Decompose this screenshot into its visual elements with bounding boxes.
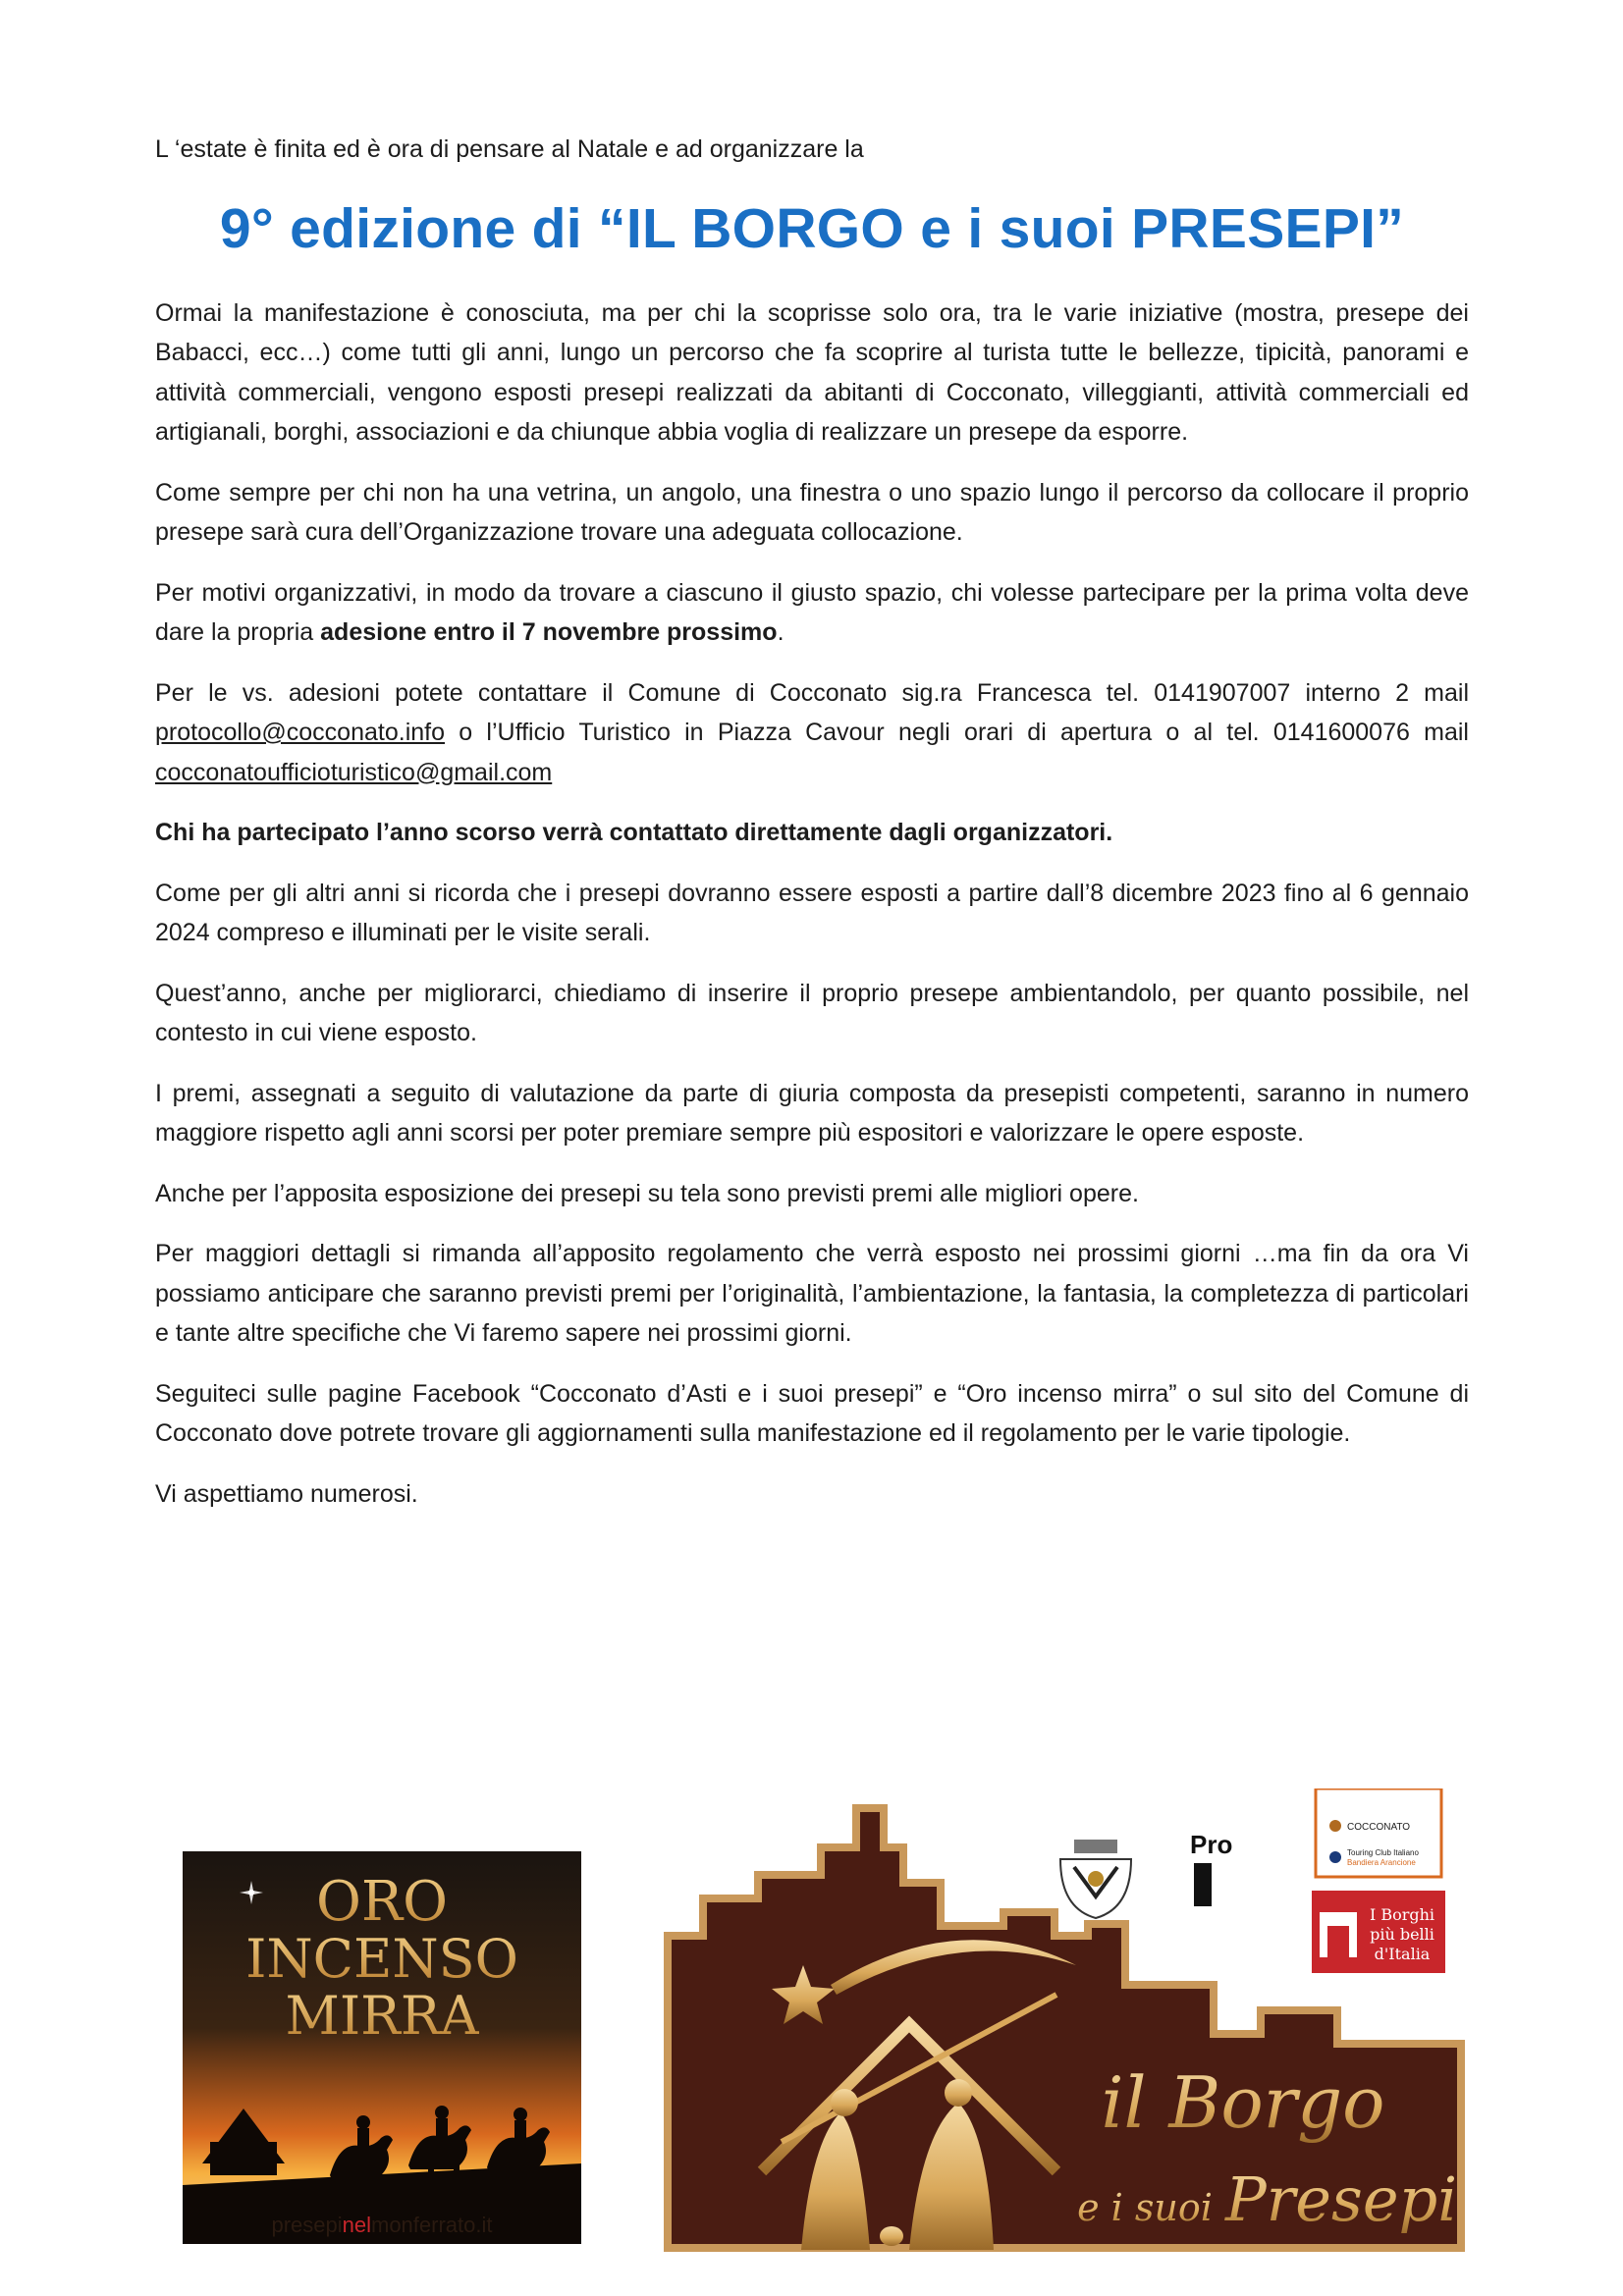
cocconato-coat-of-arms-icon — [1060, 1840, 1131, 1918]
pro-loco-text: Pro — [1190, 1830, 1233, 1859]
deadline-bold: adesione entro il 7 novembre prossimo — [320, 618, 778, 646]
paragraph-dates: Come per gli altri anni si ricorda che i presepi dovranno essere esposti a partire dall’8 dicembre 2023 fino al 6 gennaio 2024 compreso e illuminati per le visite serali. — [155, 879, 1469, 946]
paragraph-deadline — [155, 573, 1469, 653]
svg-text:d'Italia: d'Italia — [1374, 1945, 1431, 1963]
borgo-title-line2a: e i suoi — [1077, 2186, 1213, 2229]
document-body — [155, 130, 1469, 1534]
email-link-ufficio-turistico[interactable]: cocconatoufficioturistico@gmail.com — [155, 758, 553, 786]
svg-text:I Borghi: I Borghi — [1369, 1905, 1435, 1924]
borgo-title-line1: il Borgo — [1101, 2061, 1385, 2144]
oim-website: presepinelmonferrato.it — [271, 2213, 493, 2237]
svg-text:più belli: più belli — [1370, 1925, 1434, 1944]
intro-line: L ‘estate è finita ed è ora di pensare al Natale e ad organizzare la — [155, 135, 864, 163]
paragraph-prizes: I premi, assegnati a seguito di valutazione da parte di giuria composta da presepisti competenti, saranno in numero maggiore rispetto agli anni scorsi per poter premiare sempre più espositori e valorizzare le opere esposte. — [155, 1079, 1469, 1147]
paragraph-previous-participants: Chi ha partecipato l’anno scorso verrà contattato direttamente dagli organizzatori. — [155, 819, 1113, 846]
paragraph-regulations: Per maggiori dettagli si rimanda all’apposito regolamento che verrà esposto nei prossimi giorni …ma fin da ora Vi possiamo anticipare che saranno previsti premi per l’originalità, l’ambientazione, la fantasia, la completezza di particolari e tante altre specifiche che Vi faremo sapere nei prossimi giorni. — [155, 1240, 1469, 1347]
document-title: 9° edizione di “IL BORGO e i suoi PRESEPI” — [219, 196, 1405, 260]
contacts-text-1: Per le vs. adesioni potete contattare il Comune di Cocconato sig.ra Francesca tel. 0141907007 interno 2 mail — [155, 678, 1469, 707]
oro-incenso-mirra-logo — [183, 1851, 581, 2244]
borgo-title-line2b: Presepi — [1224, 2163, 1458, 2235]
svg-text:Bandiera Arancione: Bandiera Arancione — [1347, 1858, 1416, 1867]
oim-line-mirra: MIRRA — [285, 1985, 479, 2047]
svg-text:COCCONATO: COCCONATO — [1347, 1822, 1411, 1833]
il-borgo-presepi-logo — [664, 1789, 1469, 2254]
borghi-piu-belli-badge — [1312, 1891, 1445, 1973]
paragraph-facebook: Seguiteci sulle pagine Facebook “Cocconato d’Asti e i suoi presepi” e “Oro incenso mirra” o sul sito del Comune di Cocconato dove potrete trovare gli aggiornamenti sulla manifestazione ed il regolamento per le varie tipologie. — [155, 1379, 1469, 1447]
oim-line-incenso: INCENSO — [245, 1928, 518, 1990]
contacts-text-2: o l’Ufficio Turistico in Piazza Cavour negli orari di apertura o al tel. 0141600076 mail — [445, 719, 1469, 746]
deadline-end: . — [777, 618, 784, 646]
deadline-text: Per motivi organizzativi, in modo da trovare a ciascuno il giusto spazio, chi volesse partecipare per la prima volta deve dare la propria — [155, 578, 1469, 646]
paragraph-placement: Come sempre per chi non ha una vetrina, un angolo, una finestra o uno spazio lungo il percorso da collocare il proprio presepe sarà cura dell’Organizzazione trovare una adeguata collocazione. — [155, 478, 1469, 546]
paragraph-ambientazione: Quest’anno, anche per migliorarci, chiediamo di inserire il proprio presepe ambientandolo, per quanto possibile, nel contesto in cui viene esposto. — [155, 979, 1469, 1046]
oro-incenso-mirra-artwork — [183, 1851, 581, 2244]
il-borgo-artwork — [664, 1789, 1469, 2254]
pro-loco-logo — [1188, 1824, 1232, 1912]
paragraph-closing: Vi aspettiamo numerosi. — [155, 1479, 418, 1508]
touring-club-badge — [1316, 1789, 1441, 1877]
oim-line-oro: ORO — [316, 1870, 448, 1934]
paragraph-contacts — [155, 673, 1469, 793]
paragraph-description: Ormai la manifestazione è conosciuta, ma per chi la scoprisse solo ora, tra le varie iniziative (mostra, presepe dei Babacci, ecc…) come tutti gli anni, lungo un percorso che fa scoprire al turista tutte le bellezze, tipicità, panorami e attività commerciali, vengono esposti presepi realizzati da abitanti di Cocconato, villeggianti, attività commerciali ed artigianali, borghi, associazioni e da chiunque abbia voglia di realizzare un presepe da esporre. — [155, 298, 1469, 446]
svg-text:Touring Club Italiano: Touring Club Italiano — [1347, 1848, 1419, 1857]
email-link-protocollo[interactable]: protocollo@cocconato.info — [155, 719, 445, 746]
paragraph-canvas-prizes: Anche per l’apposita esposizione dei presepi su tela sono previsti premi alle migliori opere. — [155, 1179, 1139, 1207]
